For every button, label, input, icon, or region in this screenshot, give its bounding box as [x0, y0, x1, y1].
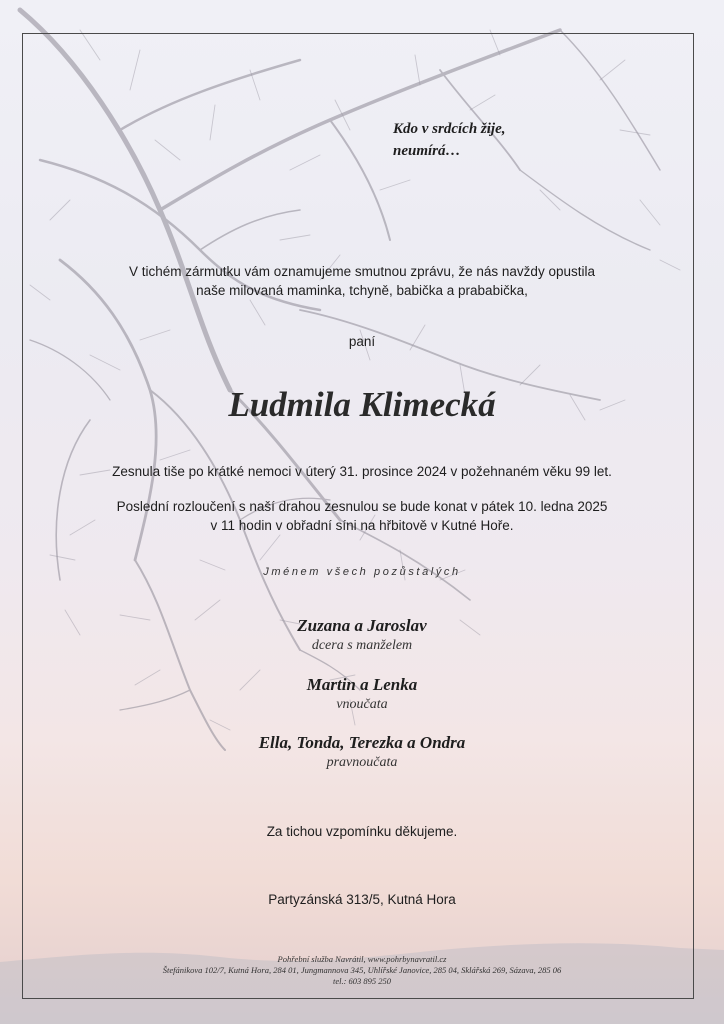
- mourner-names: Martin a Lenka: [306, 675, 418, 694]
- announcement: [0, 262, 724, 300]
- motto: [393, 118, 506, 162]
- mourner-group-3: [0, 733, 724, 771]
- footer-line-2: Štefánikova 102/7, Kutná Hora, 284 01, Jungmannova 345, Uhlířské Janovice, 285 04, Sklářská 269, Sázava, 285 06: [162, 965, 562, 975]
- mourners-heading: Jménem všech pozůstalých: [263, 566, 461, 578]
- mourner-names: Zuzana a Jaroslav: [297, 616, 427, 635]
- honorific: paní: [348, 334, 376, 349]
- footer-line-3: tel.: 603 895 250: [332, 976, 392, 986]
- thanks: Za tichou vzpomínku děkujeme.: [266, 824, 458, 839]
- mourner-relation: vnoučata: [336, 697, 388, 712]
- motto-line-2: neumírá…: [393, 143, 461, 159]
- mourner-relation: pravnoučata: [326, 755, 398, 770]
- footer-line-1: Pohřební služba Navrátil, www.pohrbynavratil.cz: [277, 954, 447, 964]
- farewell-line-1: Poslední rozloučení s naší drahou zesnulou se bude konat v pátek 10. ledna 2025: [116, 499, 608, 514]
- funeral-service-footer: [0, 954, 724, 987]
- address: Partyzánská 313/5, Kutná Hora: [268, 892, 456, 907]
- deceased-name: Ludmila Klimecká: [228, 385, 496, 424]
- announcement-line-1: V tichém zármutku vám oznamujeme smutnou zprávu, že nás navždy opustila: [129, 264, 595, 279]
- announcement-line-2: naše milovaná maminka, tchyně, babička a prababička,: [196, 283, 528, 298]
- motto-line-1: Kdo v srdcích žije,: [393, 121, 506, 137]
- mourner-group-2: [0, 675, 724, 713]
- mourner-relation: dcera s manželem: [311, 638, 413, 653]
- death-notice: Zesnula tiše po krátké nemoci v úterý 31. prosince 2024 v požehnaném věku 99 let.: [112, 464, 612, 479]
- farewell-line-2: v 11 hodin v obřadní síni na hřbitově v Kutné Hoře.: [210, 518, 514, 533]
- mourner-names: Ella, Tonda, Terezka a Ondra: [258, 733, 466, 752]
- farewell-notice: [0, 497, 724, 535]
- mourner-group-1: [0, 616, 724, 654]
